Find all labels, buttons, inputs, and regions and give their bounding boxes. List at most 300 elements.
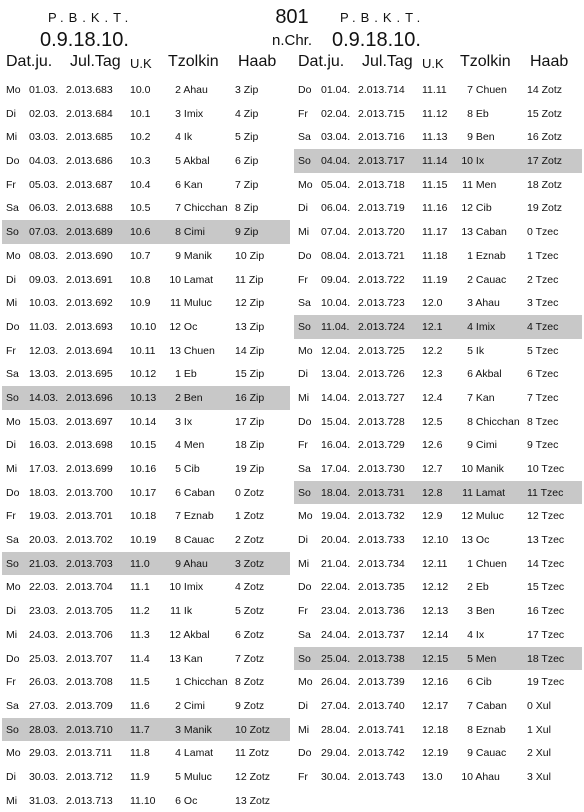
- date-cell: 15.03.: [29, 415, 59, 428]
- tzolkin-number: 8: [467, 107, 473, 120]
- haab-cell: 7 Zotz: [235, 652, 265, 665]
- tzolkin-cell: [458, 202, 524, 214]
- haab-cell: 3 Tzec: [527, 297, 559, 310]
- haab-cell: 17 Zip: [235, 415, 265, 428]
- uk-cell: 10.1: [130, 107, 151, 120]
- tzolkin-number: 7: [175, 202, 181, 215]
- tzolkin-name: Kan: [183, 178, 203, 191]
- tzolkin-cell: [458, 416, 524, 428]
- date-cell: 29.04.: [321, 747, 351, 760]
- march-table: [2, 52, 290, 812]
- weekday: Fr: [298, 770, 308, 783]
- tzolkin-name: Eznab: [183, 510, 214, 523]
- tzolkin-cell: [458, 108, 524, 120]
- tzolkin-number: 10: [169, 581, 181, 594]
- table-row: [294, 623, 582, 647]
- tzolkin-name: Manik: [183, 249, 212, 262]
- julian-day-cell: 2.013.737: [358, 628, 405, 641]
- tzolkin-number: 5: [175, 155, 181, 168]
- weekday: Sa: [6, 368, 19, 381]
- weekday: Fr: [298, 605, 308, 618]
- tzolkin-cell: [166, 368, 232, 380]
- weekday: Mo: [298, 510, 313, 523]
- julian-day-cell: 2.013.702: [66, 534, 113, 547]
- julian-day-cell: 2.013.731: [358, 486, 405, 499]
- tzolkin-cell: [166, 747, 232, 759]
- longcount-left: 0.9.18.10.: [40, 29, 129, 51]
- table-row: [294, 694, 582, 718]
- table-row: [2, 244, 290, 268]
- julian-day-cell: 2.013.726: [358, 368, 405, 381]
- haab-cell: 8 Zip: [235, 202, 259, 215]
- tzolkin-name: Eb: [475, 581, 489, 594]
- date-cell: 09.04.: [321, 273, 351, 286]
- uk-cell: 12.3: [422, 368, 443, 381]
- haab-cell: 6 Zotz: [235, 628, 265, 641]
- tzolkin-cell: [166, 131, 232, 143]
- tzolkin-number: 10: [461, 770, 473, 783]
- tzolkin-name: Chuen: [183, 344, 215, 357]
- tzolkin-name: Eznab: [475, 723, 506, 736]
- uk-cell: 11.16: [422, 202, 448, 215]
- haab-cell: 8 Tzec: [527, 415, 559, 428]
- haab-cell: 16 Zotz: [527, 131, 563, 144]
- date-cell: 16.03.: [29, 439, 59, 452]
- uk-cell: 10.13: [130, 391, 157, 404]
- tzolkin-name: Lamat: [183, 273, 214, 286]
- uk-cell: 10.8: [130, 273, 151, 286]
- julian-day-cell: 2.013.694: [66, 344, 113, 357]
- julian-day-cell: 2.013.738: [358, 652, 405, 665]
- weekday: Mo: [6, 249, 21, 262]
- date-cell: 01.03.: [29, 84, 59, 96]
- haab-cell: 16 Zip: [235, 391, 265, 404]
- tzolkin-cell: [166, 297, 232, 309]
- weekday: Di: [298, 202, 308, 215]
- tzolkin-number: 5: [175, 770, 181, 783]
- uk-cell: 12.13: [422, 605, 449, 618]
- tzolkin-cell: [458, 653, 524, 665]
- tzolkin-number: 9: [175, 249, 181, 262]
- date-cell: 30.03.: [29, 770, 59, 783]
- tzolkin-cell: [458, 487, 524, 499]
- julian-day-cell: 2.013.741: [358, 723, 405, 736]
- tzolkin-cell: [166, 510, 232, 522]
- tzolkin-name: Ben: [475, 131, 495, 144]
- date-cell: 25.04.: [321, 652, 351, 665]
- tzolkin-number: 11: [170, 297, 181, 310]
- weekday: Do: [6, 486, 20, 499]
- date-cell: 13.04.: [321, 368, 351, 381]
- uk-cell: 11.18: [422, 249, 448, 262]
- tzolkin-cell: [458, 297, 524, 309]
- uk-cell: 10.5: [130, 202, 151, 215]
- weekday: Do: [298, 84, 312, 96]
- tzolkin-number: 5: [467, 652, 473, 665]
- tzolkin-name: Ix: [183, 415, 193, 428]
- uk-cell: 11.7: [130, 723, 150, 736]
- haab-cell: 13 Tzec: [527, 534, 565, 547]
- weekday: Mo: [6, 747, 21, 760]
- table-row: [2, 220, 290, 244]
- julian-day-cell: 2.013.724: [358, 320, 405, 333]
- julian-day-cell: 2.013.717: [358, 155, 405, 168]
- tzolkin-number: 3: [175, 415, 181, 428]
- date-cell: 10.03.: [29, 297, 59, 310]
- weekday: Mo: [298, 676, 313, 689]
- haab-cell: 17 Tzec: [527, 628, 565, 641]
- tzolkin-cell: [166, 84, 232, 96]
- date-cell: 27.04.: [321, 699, 351, 712]
- tzolkin-name: Manik: [183, 723, 212, 736]
- weekday: Mi: [6, 628, 18, 641]
- tzolkin-cell: [458, 439, 524, 451]
- table-row: [294, 291, 582, 315]
- julian-day-cell: 2.013.704: [66, 581, 113, 594]
- haab-cell: 12 Zotz: [235, 770, 271, 783]
- table-row: [294, 125, 582, 149]
- tzolkin-name: Akbal: [475, 368, 502, 381]
- table-row: [2, 481, 290, 505]
- tzolkin-cell: [458, 226, 524, 238]
- tzolkin-name: Oc: [183, 320, 198, 333]
- julian-day-cell: 2.013.684: [66, 107, 113, 120]
- haab-cell: 14 Zip: [235, 344, 265, 357]
- date-cell: 05.03.: [29, 178, 59, 191]
- date-cell: 24.04.: [321, 628, 351, 641]
- tzolkin-name: Muluc: [183, 297, 212, 310]
- tzolkin-number: 4: [175, 131, 181, 144]
- julian-day-cell: 2.013.715: [358, 107, 405, 120]
- tzolkin-cell: [166, 416, 232, 428]
- header-uk: U.K: [130, 56, 152, 71]
- haab-cell: 9 Zotz: [235, 699, 265, 712]
- tzolkin-cell: [166, 392, 232, 404]
- table-row: [294, 457, 582, 481]
- date-cell: 16.04.: [321, 439, 351, 452]
- tzolkin-name: Chicchan: [183, 676, 228, 689]
- tzolkin-name: Men: [475, 652, 497, 665]
- date-cell: 23.04.: [321, 605, 351, 618]
- haab-cell: 11 Zotz: [235, 747, 270, 760]
- tzolkin-name: Imix: [183, 107, 204, 120]
- table-row: [2, 433, 290, 457]
- table-row: [2, 291, 290, 315]
- julian-day-cell: 2.013.734: [358, 557, 405, 570]
- tzolkin-number: 4: [467, 320, 473, 333]
- haab-cell: 8 Zotz: [235, 676, 265, 689]
- table-row: [294, 339, 582, 363]
- tzolkin-cell: [458, 747, 524, 759]
- date-cell: 01.04.: [321, 84, 351, 96]
- uk-cell: 10.4: [130, 178, 151, 191]
- uk-cell: 10.11: [130, 344, 156, 357]
- haab-cell: 2 Xul: [527, 747, 551, 760]
- header-haab: Haab: [238, 53, 277, 70]
- haab-cell: 14 Zotz: [527, 84, 563, 96]
- tzolkin-name: Eznab: [475, 249, 506, 262]
- haab-cell: 1 Xul: [527, 723, 551, 736]
- date-cell: 04.03.: [29, 155, 59, 168]
- tzolkin-name: Kan: [475, 391, 495, 404]
- date-cell: 24.03.: [29, 628, 59, 641]
- tzolkin-number: 1: [467, 557, 473, 570]
- julian-day-cell: 2.013.690: [66, 249, 113, 262]
- tzolkin-name: Ahau: [183, 557, 208, 570]
- tzolkin-name: Cib: [475, 676, 492, 689]
- date-cell: 03.03.: [29, 131, 59, 144]
- weekday: Mo: [6, 581, 21, 594]
- uk-cell: 10.0: [130, 84, 151, 96]
- tzolkin-name: Caban: [475, 699, 507, 712]
- tzolkin-number: 2: [175, 391, 181, 404]
- date-cell: 07.03.: [29, 226, 59, 239]
- table-row: [2, 386, 290, 410]
- weekday: So: [6, 557, 19, 570]
- weekday: Fr: [6, 676, 16, 689]
- date-cell: 04.04.: [321, 155, 351, 168]
- date-cell: 22.03.: [29, 581, 59, 594]
- tzolkin-cell: [458, 676, 524, 688]
- julian-day-cell: 2.013.703: [66, 557, 113, 570]
- tzolkin-cell: [458, 250, 524, 262]
- weekday: Mi: [6, 794, 18, 807]
- julian-day-cell: 2.013.714: [358, 84, 405, 96]
- table-row: [2, 575, 290, 599]
- uk-cell: 12.15: [422, 652, 449, 665]
- table-row: [2, 718, 290, 742]
- tzolkin-cell: [458, 463, 524, 475]
- tzolkin-name: Caban: [475, 226, 507, 239]
- julian-day-cell: 2.013.710: [66, 723, 113, 736]
- uk-cell: 12.7: [422, 463, 443, 475]
- weekday: Di: [298, 534, 308, 547]
- weekday: Di: [6, 273, 16, 286]
- julian-day-cell: 2.013.708: [66, 676, 113, 689]
- julian-day-cell: 2.013.700: [66, 486, 113, 499]
- date-cell: 02.03.: [29, 107, 59, 120]
- table-row: [294, 647, 582, 671]
- uk-cell: 12.11: [422, 557, 448, 570]
- tzolkin-name: Kan: [183, 652, 203, 665]
- haab-cell: 1 Tzec: [527, 249, 559, 262]
- table-row: [2, 173, 290, 197]
- uk-cell: 11.11: [422, 84, 447, 96]
- haab-cell: 13 Zotz: [235, 794, 271, 807]
- uk-cell: 11.17: [422, 226, 448, 239]
- weekday: So: [6, 391, 19, 404]
- tzolkin-cell: [458, 392, 524, 404]
- weekday: Mi: [6, 131, 18, 144]
- uk-cell: 12.16: [422, 676, 449, 689]
- date-cell: 17.04.: [321, 463, 351, 475]
- table-row: [294, 481, 582, 505]
- table-row: [2, 457, 290, 481]
- date-cell: 07.04.: [321, 226, 351, 239]
- tzolkin-cell: [166, 439, 232, 451]
- weekday: Fr: [6, 344, 16, 357]
- header-date: Dat.ju.: [298, 53, 345, 70]
- table-row: [2, 504, 290, 528]
- uk-cell: 11.2: [130, 605, 150, 618]
- haab-cell: 12 Zip: [235, 297, 265, 310]
- tzolkin-cell: [458, 84, 524, 96]
- tzolkin-number: 13: [461, 534, 473, 547]
- tzolkin-number: 7: [467, 699, 473, 712]
- weekday: So: [298, 320, 311, 333]
- table-row: [2, 125, 290, 149]
- haab-cell: 0 Zotz: [235, 486, 265, 499]
- tzolkin-cell: [166, 581, 232, 593]
- weekday: Mi: [298, 391, 310, 404]
- tzolkin-cell: [458, 345, 524, 357]
- date-cell: 31.03.: [29, 794, 59, 807]
- table-row: [294, 268, 582, 292]
- tzolkin-name: Ik: [183, 605, 193, 618]
- julian-day-cell: 2.013.732: [358, 510, 405, 523]
- tzolkin-cell: [166, 771, 232, 783]
- tzolkin-cell: [458, 724, 524, 736]
- year-title: 801: [275, 6, 309, 28]
- tzolkin-number: 7: [467, 391, 473, 404]
- julian-day-cell: 2.013.711: [66, 747, 112, 760]
- tzolkin-cell: [166, 274, 232, 286]
- header-uk: U.K: [422, 56, 444, 71]
- weekday: Mi: [6, 463, 18, 475]
- table-row: [2, 268, 290, 292]
- weekday: Sa: [6, 534, 19, 547]
- weekday: Mo: [298, 178, 313, 191]
- julian-day-cell: 2.013.719: [358, 202, 405, 215]
- tzolkin-number: 6: [467, 676, 473, 689]
- date-cell: 19.03.: [29, 510, 59, 523]
- weekday: Di: [6, 439, 16, 452]
- date-cell: 10.04.: [321, 297, 351, 310]
- tzolkin-name: Eb: [183, 368, 197, 381]
- julian-day-cell: 2.013.689: [66, 226, 113, 239]
- uk-cell: 12.9: [422, 510, 443, 523]
- tzolkin-number: 8: [175, 226, 181, 239]
- weekday: Do: [298, 415, 312, 428]
- tzolkin-number: 6: [175, 794, 181, 807]
- date-cell: 12.04.: [321, 344, 351, 357]
- date-cell: 21.03.: [29, 557, 59, 570]
- tzolkin-number: 7: [175, 510, 181, 523]
- julian-day-cell: 2.013.709: [66, 699, 113, 712]
- haab-cell: 6 Tzec: [527, 368, 559, 381]
- tzolkin-number: 3: [175, 723, 181, 736]
- weekday: Fr: [298, 107, 308, 120]
- uk-cell: 10.18: [130, 510, 157, 523]
- haab-cell: 2 Zotz: [235, 534, 265, 547]
- tzolkin-number: 8: [467, 723, 473, 736]
- uk-cell: 12.2: [422, 344, 443, 357]
- julian-day-cell: 2.013.687: [66, 178, 113, 191]
- date-cell: 18.03.: [29, 486, 59, 499]
- table-row: [2, 670, 290, 694]
- date-cell: 11.04.: [321, 320, 350, 333]
- table-row: [2, 339, 290, 363]
- julian-day-cell: 2.013.713: [66, 794, 113, 807]
- uk-cell: 12.1: [422, 320, 443, 333]
- weekday: Sa: [298, 297, 311, 310]
- table-row: [294, 433, 582, 457]
- table-row: [294, 78, 582, 102]
- haab-cell: 4 Zip: [235, 107, 259, 120]
- tzolkin-number: 8: [175, 534, 181, 547]
- haab-cell: 0 Tzec: [527, 226, 559, 239]
- date-cell: 05.04.: [321, 178, 351, 191]
- weekday: Mi: [6, 297, 18, 310]
- haab-cell: 10 Tzec: [527, 463, 565, 475]
- julian-day-cell: 2.013.730: [358, 463, 405, 475]
- uk-cell: 12.17: [422, 699, 449, 712]
- julian-day-cell: 2.013.729: [358, 439, 405, 452]
- julian-day-cell: 2.013.727: [358, 391, 405, 404]
- tzolkin-name: Ahau: [183, 84, 208, 96]
- header-tzolkin: Tzolkin: [460, 53, 511, 70]
- tzolkin-name: Men: [475, 178, 497, 191]
- tzolkin-name: Eb: [475, 107, 489, 120]
- tzolkin-number: 10: [169, 273, 181, 286]
- tzolkin-number: 3: [467, 605, 473, 618]
- tzolkin-cell: [166, 321, 232, 333]
- tzolkin-cell: [166, 202, 232, 214]
- julian-day-cell: 2.013.686: [66, 155, 113, 168]
- date-cell: 08.04.: [321, 249, 351, 262]
- tzolkin-name: Ix: [475, 628, 485, 641]
- weekday: Do: [298, 581, 312, 594]
- weekday: Do: [6, 155, 20, 168]
- date-cell: 23.03.: [29, 605, 59, 618]
- longcount-right: 0.9.18.10.: [332, 29, 421, 51]
- table-row: [294, 173, 582, 197]
- table-row: [2, 149, 290, 173]
- tzolkin-cell: [458, 131, 524, 143]
- weekday: Fr: [6, 510, 16, 523]
- tzolkin-number: 6: [175, 178, 181, 191]
- date-cell: 26.04.: [321, 676, 351, 689]
- table-row: [294, 102, 582, 126]
- julian-day-cell: 2.013.683: [66, 84, 113, 96]
- tzolkin-number: 9: [175, 557, 181, 570]
- tzolkin-name: Manik: [475, 463, 504, 475]
- weekday: So: [6, 226, 19, 239]
- haab-cell: 6 Zip: [235, 155, 259, 168]
- march-column-headers: [2, 52, 290, 78]
- tzolkin-number: 11: [170, 605, 181, 618]
- date-cell: 20.03.: [29, 534, 59, 547]
- tzolkin-name: Ahau: [475, 770, 500, 783]
- date-cell: 25.03.: [29, 652, 59, 665]
- tzolkin-number: 9: [467, 747, 473, 760]
- uk-cell: 11.12: [422, 107, 448, 120]
- julian-day-cell: 2.013.705: [66, 605, 113, 618]
- date-cell: 28.04.: [321, 723, 351, 736]
- tzolkin-number: 4: [467, 628, 473, 641]
- tzolkin-cell: [458, 534, 524, 546]
- table-row: [2, 528, 290, 552]
- tzolkin-name: Cimi: [183, 226, 205, 239]
- tzolkin-name: Chuen: [475, 557, 507, 570]
- tzolkin-cell: [166, 155, 232, 167]
- uk-cell: 11.6: [130, 699, 150, 712]
- tzolkin-name: Cimi: [183, 699, 205, 712]
- uk-cell: 11.19: [422, 273, 448, 286]
- date-cell: 06.03.: [29, 202, 59, 215]
- april-table: [294, 52, 582, 789]
- weekday: Di: [6, 770, 16, 783]
